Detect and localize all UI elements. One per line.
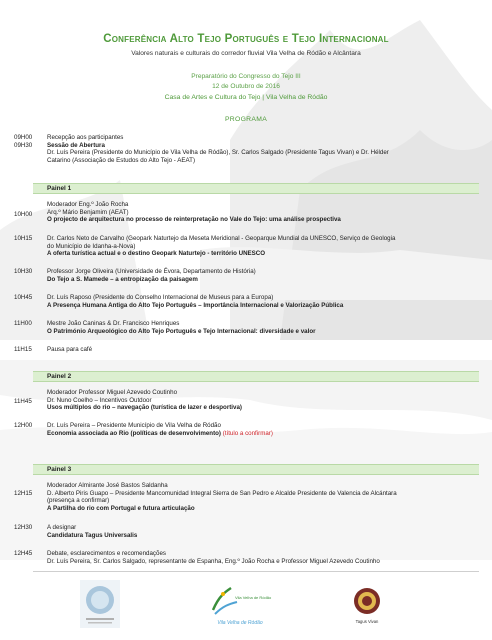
item-time: 12H00 <box>14 422 33 429</box>
speaker: Dr. Nuno Coelho – Incentivos Outdoor <box>47 396 152 404</box>
left-logo <box>80 580 120 628</box>
panel-1-band <box>33 183 479 194</box>
speaker: Dr. Carlos Neto de Carvalho (Geopark Naturtejo da Meseta Meridional - Geoparque Mundial da UNESCO, Serviço de Geologia <box>47 235 396 242</box>
speaker-cont: do Município de Idanha-a-Nova) <box>47 242 136 250</box>
panel-3-label: Painel 3 <box>47 466 72 473</box>
talk-title: O Património Arqueológico do Alto Tejo Português e Tejo Internacional: diversidade e valor <box>47 327 316 335</box>
talk-title: Candidatura Tagus Universalis <box>47 531 138 539</box>
footer-divider <box>33 571 479 572</box>
to-confirm-note: (título a confirmar) <box>222 429 273 437</box>
talk-title: Do Tejo a S. Mamede – a entropização da paisagem <box>47 275 198 283</box>
moderator: Moderador Professor Miguel Azevedo Coutinho <box>47 389 178 396</box>
speaker: Mestre João Caninas & Dr. Francisco Henriques <box>47 320 180 327</box>
moderator: Moderador Almirante José Bastos Saldanha <box>47 482 168 489</box>
event-prep: Preparatório do Congresso do Tejo III <box>191 73 301 80</box>
panel-1-label: Painel 1 <box>47 185 72 192</box>
debate-title: Debate, esclarecimentos e recomendações <box>47 550 167 557</box>
municipality-logo-icon <box>205 586 275 620</box>
item-time: 11H00 <box>14 320 32 327</box>
speaker: Dr. Luís Raposo (Presidente do Conselho Internacional de Museus para a Europa) <box>47 294 274 301</box>
item-time: 11H15 <box>14 346 32 353</box>
item-time: 10H45 <box>14 294 33 301</box>
panel-2-label: Painel 2 <box>47 373 72 380</box>
opening-time-2: 09H30 <box>14 141 33 149</box>
panel-2-band <box>33 371 479 382</box>
item-time: 12H30 <box>14 524 33 531</box>
center-logo-text: Vila Velha de Ródão <box>235 595 272 600</box>
globe-logo-icon <box>80 580 120 628</box>
speaker: Arq.º Mário Benjamim (AEAT) <box>47 208 129 216</box>
tagus-vivan-emblem-icon <box>352 586 382 616</box>
item-time: 11H45 <box>14 398 32 405</box>
right-logo-text: Tagus Vivan <box>355 619 379 624</box>
talk-title: A oferta turística actual e o destino Geopark Naturtejo - território UNESCO <box>47 250 266 258</box>
right-logo <box>352 586 382 632</box>
speaker: A designar <box>47 524 77 531</box>
item-time: 10H30 <box>14 268 33 275</box>
talk-title: A Presença Humana Antiga do Alto Tejo Português – Importância Internacional e Valorização Pública <box>47 301 344 309</box>
talk-title: A Partilha do rio com Portugal e futura articulação <box>47 504 195 512</box>
item-time: 10H00 <box>14 211 33 218</box>
center-logo-sub: Vila Velha de Ródão <box>217 620 263 626</box>
talk-title: O projecto de arquitectura no processo de reinterpretação no Vale do Tejo: uma análise prospectiva <box>47 216 341 224</box>
talk-title: Economia associada ao Rio (políticas de desenvolvimento) <box>47 429 221 437</box>
event-date: 12 de Outubro de 2016 <box>212 83 280 90</box>
coffee-break: Pausa para café <box>47 346 93 353</box>
center-logo <box>205 586 275 632</box>
speaker: D. Alberto Piris Guapo – Presidente Mancomunidad Integral Sierra de San Pedro e Alcalde Presidente de Valencia de Alcántara <box>47 489 397 497</box>
item-time: 10H15 <box>14 235 33 242</box>
page-title: Conferência Alto Tejo Português e Tejo Internacional <box>103 33 389 45</box>
talk-title-line <box>47 430 477 438</box>
item-time: 12H45 <box>14 550 33 557</box>
opening-speakers-cont: Catarino (Associação de Estudos do Alto Tejo - AEAT) <box>47 156 196 164</box>
talk-title: Usos múltiplos do rio – navegação (turística de lazer e desportiva) <box>47 404 242 412</box>
moderator: Moderador Eng.º João Rocha <box>47 201 129 208</box>
opening-speakers: Dr. Luís Pereira (Presidente do Município de Vila Velha de Ródão), Sr. Carlos Salgado (Presidente Tagus Vivan) e Dr. Hélder <box>47 149 389 157</box>
debate-participants: Dr. Luís Pereira, Sr. Carlos Salgado, representante de Espanha, Eng.º João Rocha e Professor Miguel Azevedo Coutinho <box>47 557 380 565</box>
opening-session: Sessão de Abertura <box>47 141 105 149</box>
page-subtitle: Valores naturais e culturais do corredor fluvial Vila Velha de Ródão e Alcântara <box>131 50 361 57</box>
event-venue: Casa de Artes e Cultura do Tejo | Vila Velha de Ródão <box>164 94 328 101</box>
to-confirm-note: (presença a confirmar) <box>47 497 110 505</box>
panel-3-band <box>33 464 479 475</box>
item-time: 12H15 <box>14 490 33 497</box>
opening-reception: Recepção aos participantes <box>47 134 124 141</box>
programa-heading: PROGRAMA <box>224 116 268 123</box>
opening-time-1: 09H00 <box>14 134 33 141</box>
speaker: Dr. Luís Pereira – Presidente Município de Vila Velha de Ródão <box>47 422 221 429</box>
speaker: Professor Jorge Oliveira (Universidade de Évora, Departamento de História) <box>47 268 256 275</box>
